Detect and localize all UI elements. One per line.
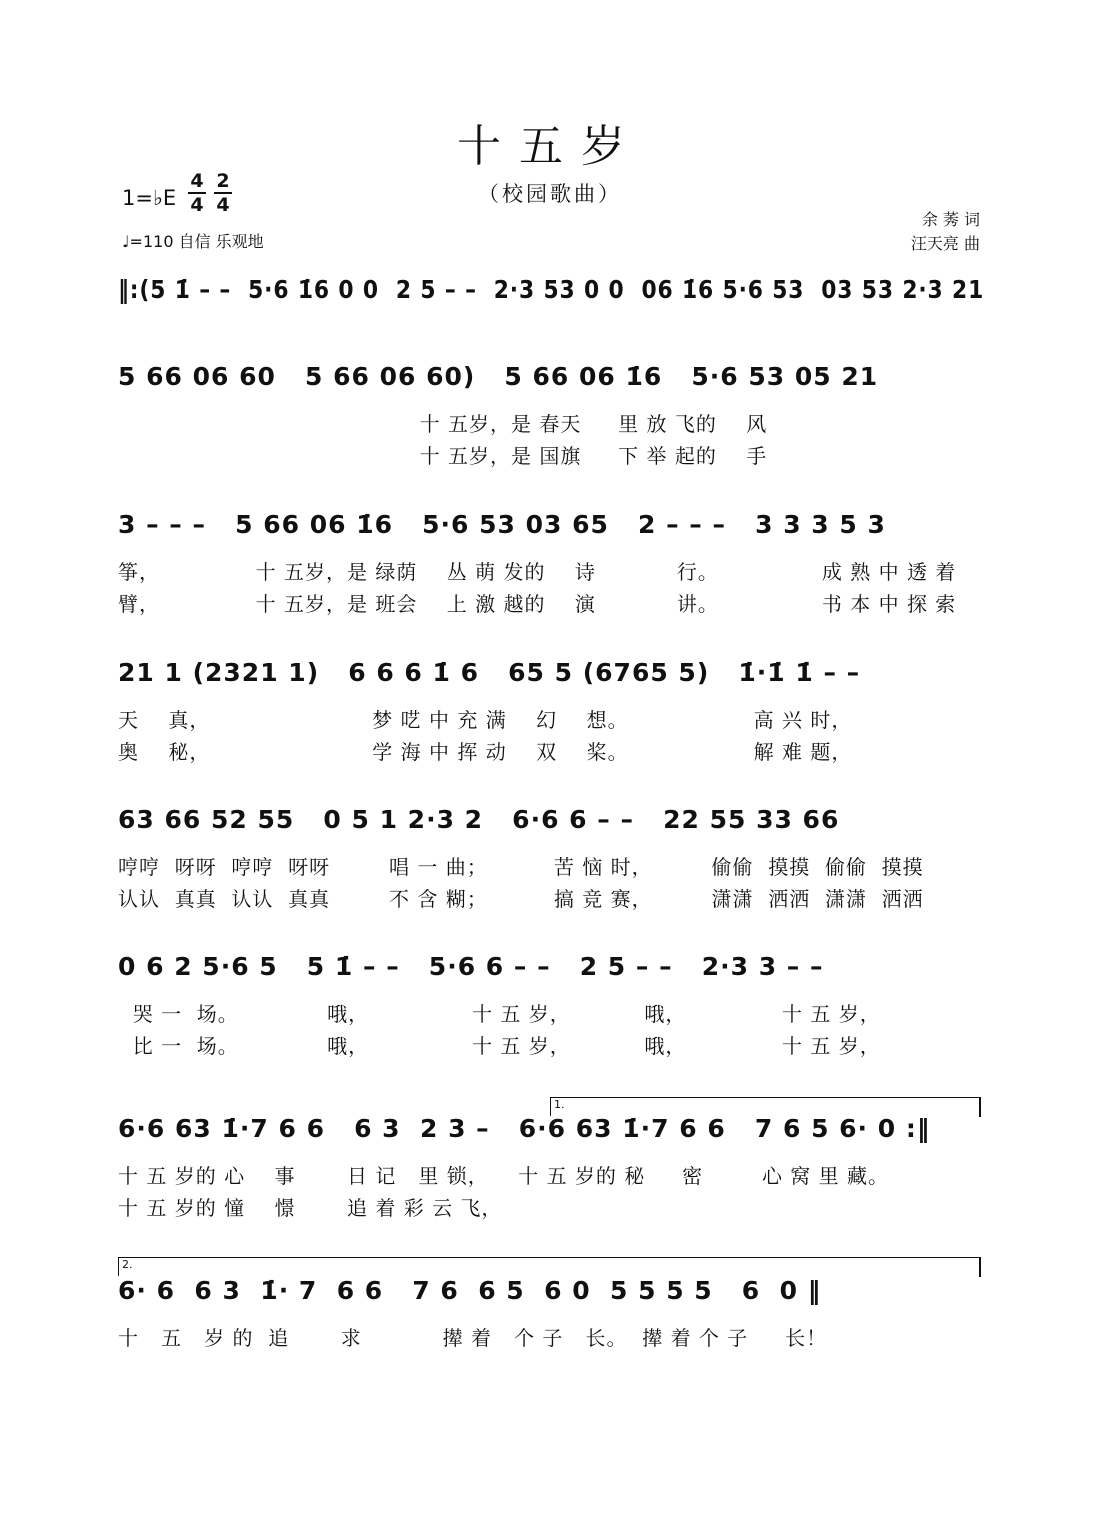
lyric-verse-2: 认认 真真 认认 真真 不 含 糊； 搞 竞 赛， 潇潇 洒洒 潇潇 洒洒	[118, 887, 924, 911]
notation-system-2	[118, 362, 984, 406]
lyric-verse-1: 哭 一 场。 哦， 十 五 岁， 哦， 十 五 岁，	[118, 1002, 881, 1026]
meter-numerator: 4	[190, 170, 204, 192]
lyric-verse-1: 筝， 十 五岁，是 绿荫 丛 萌 发的 诗 行。 成 熟 中 透 着	[118, 560, 957, 584]
notation-system-7	[118, 1114, 984, 1158]
lyric-verse-2: 臂， 十 五岁，是 班会 上 激 越的 演 讲。 书 本 中 探 索	[118, 592, 957, 616]
meter-numerator: 2	[216, 170, 230, 192]
notation-system-4	[118, 658, 984, 702]
tempo-marking: ♩=110 自信 乐观地	[122, 232, 264, 251]
song-subtitle: （校园歌曲）	[478, 182, 622, 206]
lyric-verse-1: 十 五岁，是 春天 里 放 飞的 风	[118, 412, 768, 436]
lyric-verse-2: 十 五岁，是 国旗 下 举 起的 手	[118, 444, 768, 468]
volta-number: 1.	[554, 1098, 565, 1111]
notation-line: ‖:(5 1̇ – – 5·6 1̇6 0 0 2 5 – – 2·3 53 0 0 06 1̇6 5·6 53 03 53 2·3 21	[118, 275, 985, 304]
notation-line: 6· 6 6 3 1̇· 7 6 6 7 6 6 5 6 0 5 5 5 5 6 0 ‖	[118, 1276, 822, 1305]
lyric-verse-2: 比 一 场。 哦， 十 五 岁， 哦， 十 五 岁，	[118, 1034, 881, 1058]
notation-system-6	[118, 952, 984, 996]
key-signature: 1=♭E	[122, 186, 177, 210]
lyric-verse-1: 十 五 岁的 心 事 日 记 里 锁， 十 五 岁的 秘 密 心 窝 里 藏。	[118, 1164, 890, 1188]
notation-system-5	[118, 805, 984, 849]
song-title: 十五岁	[457, 121, 643, 172]
notation-system-3	[118, 510, 984, 554]
notation-line: 3 – – – 5 66 06 1̇6 5·6 53 03 65 2 – – – 3 3 3 5 3	[118, 510, 886, 539]
notation-system-1	[118, 275, 984, 319]
notation-system-8	[118, 1276, 984, 1320]
bracket-end	[979, 1257, 981, 1277]
notation-line: 6·6 63 1̇·7 6 6 6 3 2 3 – 6·6 63 1̇·7 6 6 7 6 5 6· 0 :‖	[118, 1114, 931, 1143]
second-ending-bracket	[118, 1257, 981, 1276]
notation-line: 0 6 2 5·6 5 5 1̇ – – 5·6 6 – – 2 5 – – 2·3 3 – –	[118, 952, 824, 981]
lyric-verse-1: 十 五 岁 的 追 求 撵 着 个 子 长。 撵 着 个 子 长！	[118, 1326, 828, 1350]
volta-number: 2.	[122, 1258, 133, 1271]
notation-line: 5 66 06 60 5 66 06 60) 5 66 06 1̇6 5·6 53 05 21	[118, 362, 879, 391]
lyricist-credit: 余 莠 词	[921, 210, 980, 229]
lyric-verse-2: 十 五 岁的 憧 憬 追 着 彩 云 飞，	[118, 1196, 503, 1220]
meter-denominator: 4	[216, 194, 230, 216]
time-signature-2-4	[212, 170, 234, 216]
notation-line: 63 66 52 55 0 5 1 2·3 2 6·6 6 – – 22 55 33 66	[118, 805, 840, 834]
meter-denominator: 4	[190, 194, 204, 216]
lyric-verse-2: 奥 秘， 学 海 中 挥 动 双 桨。 解 难 题，	[118, 740, 853, 764]
notation-line: 21 1 (2321 1) 6 6 6 1̇ 6 65 5 (6765 5) 1̇·1̇ 1̇ – –	[118, 658, 861, 687]
time-signature-4-4	[186, 170, 208, 216]
composer-credit: 汪天亮 曲	[910, 234, 980, 253]
lyric-verse-1: 哼哼 呀呀 哼哼 呀呀 唱 一 曲； 苦 恼 时， 偷偷 摸摸 偷偷 摸摸	[118, 855, 924, 879]
lyric-verse-1: 天 真， 梦 呓 中 充 满 幻 想。 高 兴 时，	[118, 708, 853, 732]
